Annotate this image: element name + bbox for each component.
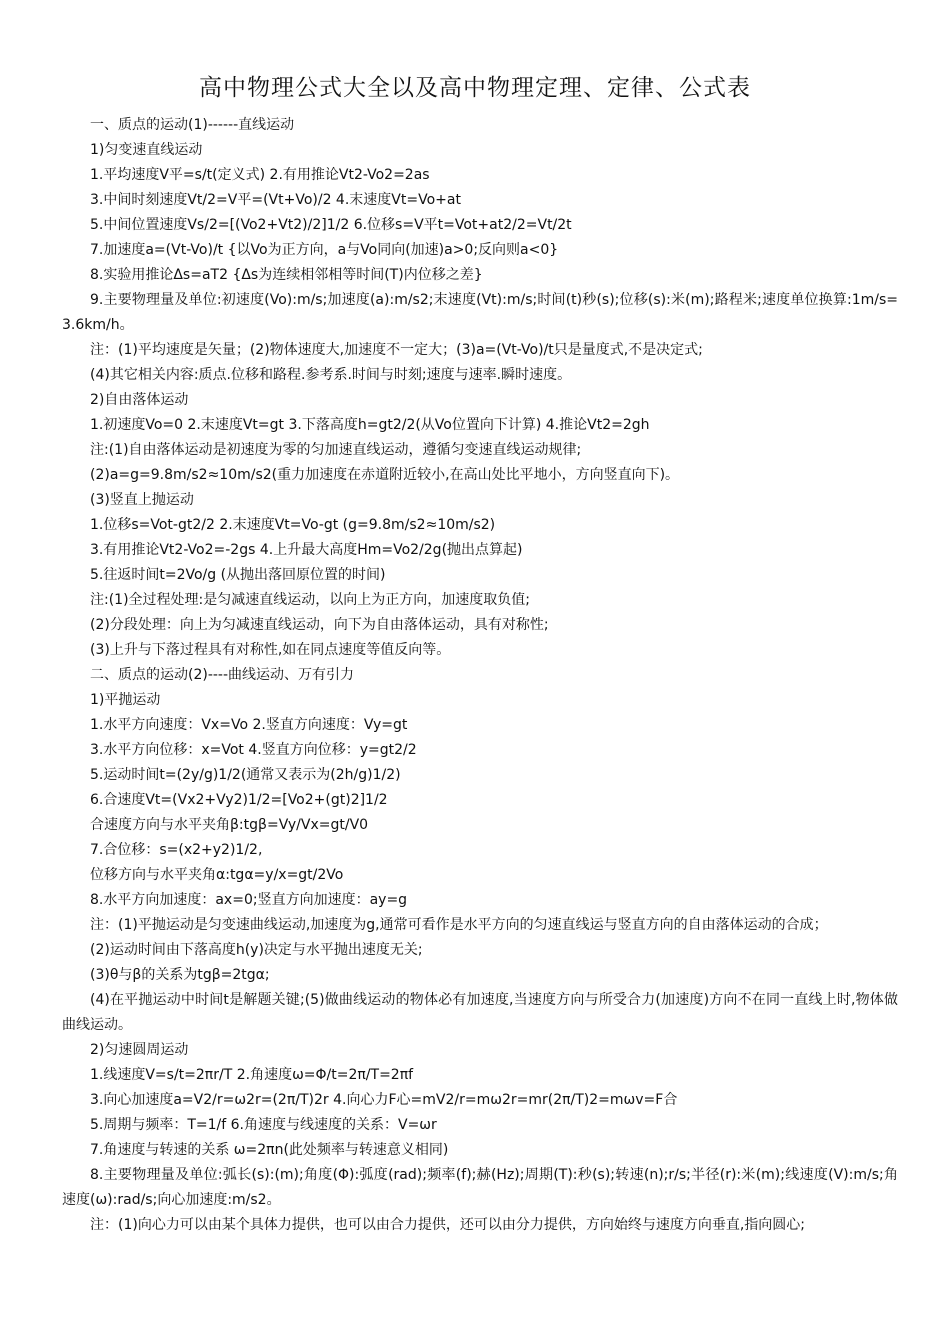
- text-line: 8.实验用推论Δs=aT2 {Δs为连续相邻相等时间(T)内位移之差}: [90, 267, 483, 283]
- text-paragraph: 注：(1)向心力可以由某个具体力提供，也可以由合力提供，还可以由分力提供，方向始终与速度方向垂直,指向圆心;: [90, 1217, 805, 1233]
- text-line: 2)自由落体运动: [90, 392, 189, 408]
- text-paragraph: 9.主要物理量及单位:初速度(Vo):m/s;加速度(a):m/s2;末速度(Vt):m/s;时间(t)秒(s);位移(s):米(m);路程米;速度单位换算:1m/s=3.6km/h。: [62, 292, 898, 333]
- text-line: 5.中间位置速度Vs/2=[(Vo2+Vt2)/2]1/2 6.位移s=V平t=Vot+at2/2=Vt/2t: [90, 217, 572, 233]
- text-line: 1.平均速度V平=s/t(定义式) 2.有用推论Vt2-Vo2=2as: [90, 167, 430, 183]
- text-line: 5.周期与频率：T=1/f 6.角速度与线速度的关系：V=ωr: [90, 1117, 437, 1133]
- text-line: 3.有用推论Vt2-Vo2=-2gs 4.上升最大高度Hm=Vo2/2g(抛出点算起): [90, 542, 523, 558]
- document-title: 高中物理公式大全以及高中物理定理、定律、公式表: [199, 75, 751, 101]
- text-paragraph: 8.主要物理量及单位:弧长(s):(m);角度(Φ):弧度(rad);频率(f);赫(Hz);周期(T):秒(s);转速(n);r/s;半径(r):米(m);线速度(V):m/s;角速度(ω):rad/s;向心加速度:m/s2。: [62, 1167, 898, 1208]
- text-line: 二、质点的运动(2)----曲线运动、万有引力: [90, 667, 355, 683]
- text-line: (4)其它相关内容:质点.位移和路程.参考系.时间与时刻;速度与速率.瞬时速度。: [90, 367, 572, 383]
- text-line: (3)竖直上抛运动: [90, 492, 194, 508]
- text-line: (3)θ与β的关系为tgβ=2tgα;: [90, 967, 270, 983]
- text-line: (3)上升与下落过程具有对称性,如在同点速度等值反向等。: [90, 642, 451, 658]
- text-line: 1)匀变速直线运动: [90, 142, 203, 158]
- text-line: 合速度方向与水平夹角β:tgβ=Vy/Vx=gt/V0: [90, 817, 369, 833]
- text-line: 3.水平方向位移：x=Vot 4.竖直方向位移：y=gt2/2: [90, 742, 417, 758]
- text-line: 注:(1)自由落体运动是初速度为零的匀加速直线运动，遵循匀变速直线运动规律;: [90, 442, 582, 458]
- text-line: 注:(1)全过程处理:是匀减速直线运动，以向上为正方向，加速度取负值;: [90, 592, 530, 608]
- text-line: 2)匀速圆周运动: [90, 1042, 189, 1058]
- text-line: 5.运动时间t=(2y/g)1/2(通常又表示为(2h/g)1/2): [90, 767, 401, 783]
- text-line: 7.角速度与转速的关系 ω=2πn(此处频率与转速意义相同): [90, 1142, 449, 1158]
- text-line: 1.位移s=Vot-gt2/2 2.末速度Vt=Vo-gt (g=9.8m/s2≈10m/s2): [90, 517, 496, 533]
- text-line: 一、质点的运动(1)------直线运动: [90, 117, 295, 133]
- text-line: 3.向心加速度a=V2/r=ω2r=(2π/T)2r 4.向心力F心=mV2/r=mω2r=mr(2π/T)2=mωv=F合: [90, 1092, 678, 1108]
- text-line: (2)分段处理：向上为匀减速直线运动，向下为自由落体运动，具有对称性;: [90, 617, 549, 633]
- text-line: 1.水平方向速度：Vx=Vo 2.竖直方向速度：Vy=gt: [90, 717, 408, 733]
- text-line: 1)平抛运动: [90, 692, 161, 708]
- text-line: 1.线速度V=s/t=2πr/T 2.角速度ω=Φ/t=2π/T=2πf: [90, 1067, 414, 1083]
- text-paragraph: 注：(1)平抛运动是匀变速曲线运动,加速度为g,通常可看作是水平方向的匀速直线运与竖直方向的自由落体运动的合成；: [90, 917, 828, 933]
- text-line: 5.往返时间t=2Vo/g (从抛出落回原位置的时间): [90, 567, 386, 583]
- text-line: 3.中间时刻速度Vt/2=V平=(Vt+Vo)/2 4.末速度Vt=Vo+at: [90, 192, 461, 208]
- text-line: 8.水平方向加速度：ax=0;竖直方向加速度：ay=g: [90, 892, 408, 908]
- text-line: 注：(1)平均速度是矢量；(2)物体速度大,加速度不一定大；(3)a=(Vt-Vo)/t只是量度式,不是决定式;: [90, 342, 703, 358]
- text-line: (2)a=g=9.8m/s2≈10m/s2(重力加速度在赤道附近较小,在高山处比平地小，方向竖直向下)。: [90, 467, 680, 483]
- text-line: 1.初速度Vo=0 2.末速度Vt=gt 3.下落高度h=gt2/2(从Vo位置向下计算) 4.推论Vt2=2gh: [90, 417, 650, 433]
- text-line: 7.加速度a=(Vt-Vo)/t {以Vo为正方向，a与Vo同向(加速)a>0;反向则a<0}: [90, 242, 559, 258]
- text-paragraph: (4)在平抛运动中时间t是解题关键;(5)做曲线运动的物体必有加速度,当速度方向与所受合力(加速度)方向不在同一直线上时,物体做曲线运动。: [62, 992, 898, 1033]
- document-body: [62, 113, 898, 1238]
- text-line: (2)运动时间由下落高度h(y)决定与水平抛出速度无关;: [90, 942, 423, 958]
- text-line: 6.合速度Vt=(Vx2+Vy2)1/2=[Vo2+(gt)2]1/2: [90, 792, 388, 808]
- text-line: 7.合位移：s=(x2+y2)1/2,: [90, 842, 263, 858]
- text-line: 位移方向与水平夹角α:tgα=y/x=gt/2Vo: [90, 867, 344, 883]
